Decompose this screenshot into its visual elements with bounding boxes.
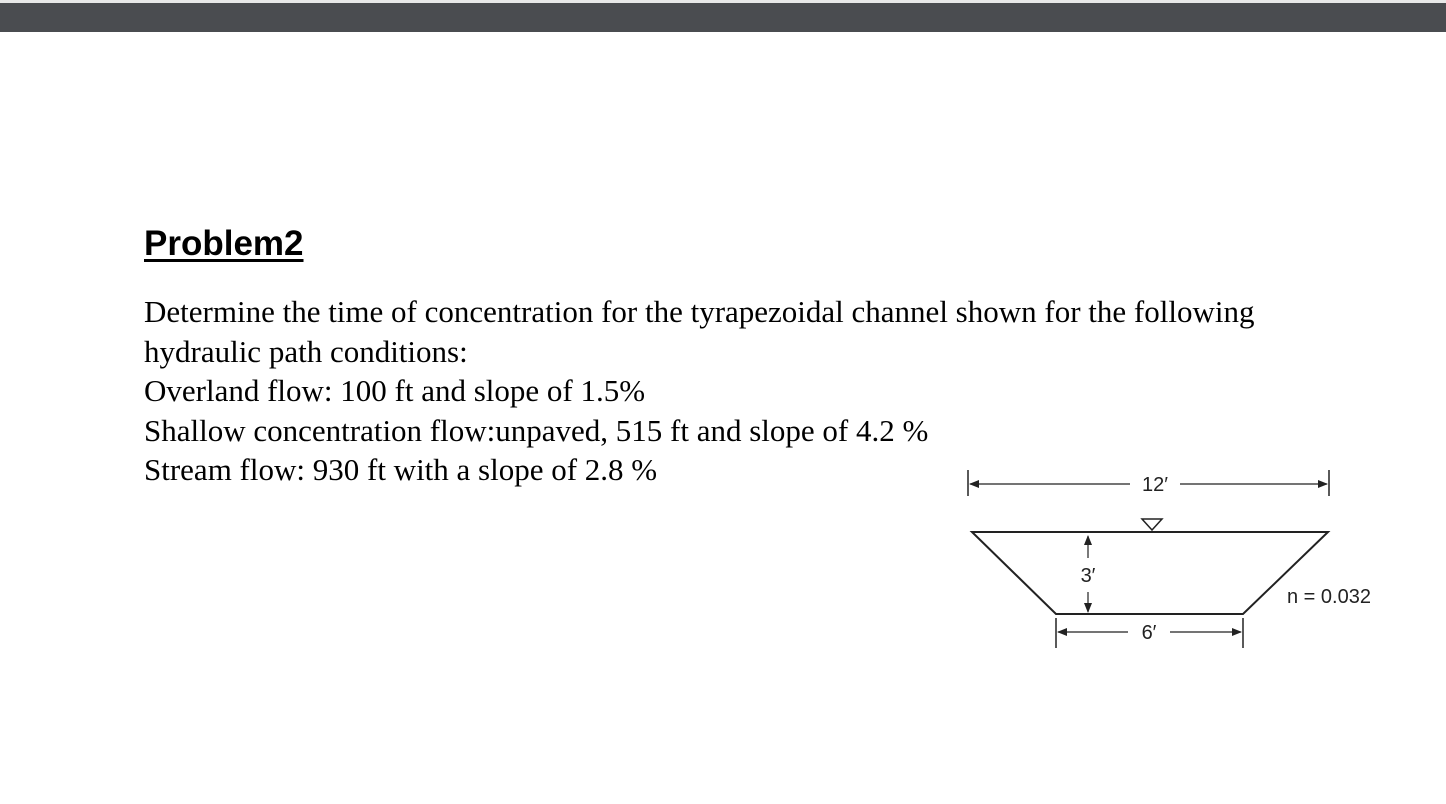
manning-n-label: n = 0.032 <box>1287 586 1371 608</box>
top-width-dimension <box>968 470 1329 496</box>
problem-line-1: Determine the time of concentration for the tyrapezoidal channel shown for the following <box>144 294 1255 329</box>
channel-cross-section <box>972 532 1328 614</box>
depth-dimension <box>1081 536 1096 612</box>
water-surface-icon <box>1142 519 1162 530</box>
depth-label: 3′ <box>1080 565 1096 587</box>
bottom-width-label: 6′ <box>1141 622 1157 644</box>
problem-line-4: Shallow concentration flow:unpaved, 515 ft and slope of 4.2 % <box>144 412 929 448</box>
window-top-bar <box>0 0 1446 32</box>
problem-line-3: Overland flow: 100 ft and slope of 1.5% <box>144 373 646 408</box>
top-width-label: 12′ <box>1142 474 1168 496</box>
trapezoidal-channel-diagram <box>960 460 1410 660</box>
problem-title: Problem2 <box>144 224 304 263</box>
problem-line-5: Stream flow: 930 ft with a slope of 2.8 % <box>144 452 658 487</box>
bottom-width-dimension <box>1056 618 1243 648</box>
problem-line-2: hydraulic path conditions: <box>144 333 468 369</box>
